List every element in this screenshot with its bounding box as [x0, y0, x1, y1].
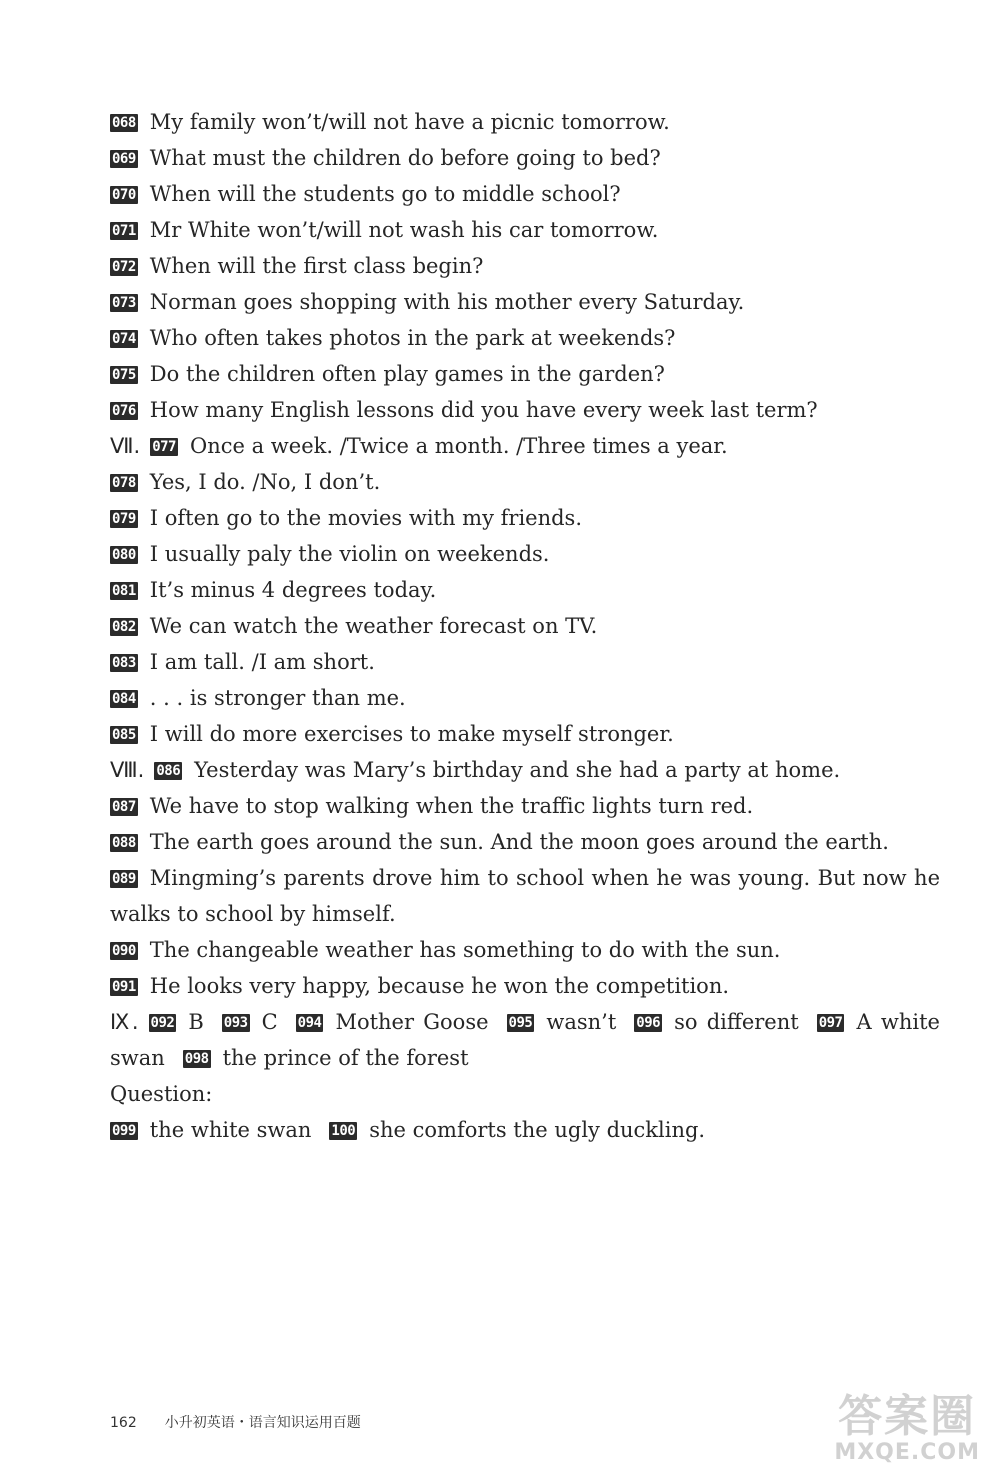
answer-text: wasn’t	[546, 1010, 617, 1034]
question-number-badge: 089	[112, 871, 136, 887]
answer-text: We can watch the weather forecast on TV.	[149, 614, 598, 638]
book-title: 小升初英语・语言知识运用百题	[164, 1415, 361, 1431]
question-number-badge: 068	[112, 115, 136, 131]
answer-line	[110, 140, 940, 176]
question-number-badge: 075	[112, 367, 136, 383]
question-number-badge: 095	[508, 1015, 533, 1031]
answer-text: A white swan	[110, 1010, 940, 1070]
answer-text: The earth goes around the sun. And the moon goes around the earth.	[149, 830, 889, 854]
answer-line	[110, 356, 940, 392]
answer-line	[110, 932, 940, 968]
answer-text: I usually paly the violin on weekends.	[149, 542, 550, 566]
question-number-badge: 071	[112, 223, 136, 239]
answer-line	[110, 536, 940, 572]
question-number-badge: 091	[112, 979, 136, 995]
answer-line	[110, 680, 940, 716]
question-number-badge: 073	[112, 295, 136, 311]
answer-text: How many English lessons did you have every week last term?	[149, 398, 818, 422]
answer-line	[110, 248, 940, 284]
question-number-badge: 087	[112, 799, 136, 815]
question-number-badge: 086	[156, 763, 181, 779]
section-roman-numeral: Ⅷ.	[110, 758, 145, 782]
answer-line	[110, 392, 940, 428]
answer-line	[110, 464, 940, 500]
answer-line	[110, 788, 940, 824]
answer-text: Yes, I do. /No, I don’t.	[149, 470, 381, 494]
answer-text: The changeable weather has something to do with the sun.	[149, 938, 781, 962]
answer-text: so different	[674, 1010, 799, 1034]
answer-line	[110, 824, 940, 860]
question-number-badge: 082	[112, 619, 136, 635]
question-number-badge: 078	[112, 475, 136, 491]
answer-text: He looks very happy, because he won the competition.	[149, 974, 730, 998]
answer-line	[110, 320, 940, 356]
answer-text: My family won’t/will not have a picnic tomorrow.	[149, 110, 670, 134]
question-answers	[110, 1112, 940, 1148]
answer-text: I will do more exercises to make myself stronger.	[149, 722, 674, 746]
question-number-badge: 074	[112, 331, 136, 347]
answer-text: When will the first class begin?	[149, 254, 484, 278]
answer-text: Mingming’s parents drove him to school when he was young. But now he walks to school by himself.	[110, 866, 940, 926]
answer-line	[110, 104, 940, 140]
question-number-badge: 079	[112, 511, 136, 527]
answer-text: Do the children often play games in the garden?	[149, 362, 665, 386]
answer-text: I often go to the movies with my friends.	[149, 506, 583, 530]
answer-text: When will the students go to middle school?	[149, 182, 621, 206]
question-number-badge: 083	[112, 655, 136, 671]
answer-line	[110, 644, 940, 680]
answer-line	[110, 860, 940, 932]
question-number-badge: 070	[112, 187, 136, 203]
watermark-url: MXQE.COM	[834, 1440, 980, 1465]
question-number-badge: 090	[112, 943, 136, 959]
question-number-badge: 081	[112, 583, 136, 599]
question-number-badge: 096	[636, 1015, 661, 1031]
page-footer	[110, 1412, 361, 1432]
answer-text: What must the children do before going to bed?	[149, 146, 661, 170]
answer-text: Once a week. /Twice a month. /Three times a year.	[189, 434, 728, 458]
answer-line	[110, 572, 940, 608]
question-number-badge: 088	[112, 835, 136, 851]
answer-text: Norman goes shopping with his mother every Saturday.	[149, 290, 745, 314]
answer-line	[110, 500, 940, 536]
answer-text: Mother Goose	[335, 1010, 489, 1034]
question-number-badge: 076	[112, 403, 136, 419]
page-number: 162	[110, 1415, 137, 1431]
answer-text: she comforts the ugly duckling.	[369, 1118, 706, 1142]
answer-text: Mr White won’t/will not wash his car tomorrow.	[149, 218, 659, 242]
answer-content	[110, 104, 940, 1148]
section-roman-numeral: Ⅶ.	[110, 434, 141, 458]
answer-text: I am tall. /I am short.	[149, 650, 375, 674]
answer-text: Who often takes photos in the park at weekends?	[149, 326, 676, 350]
answer-line	[110, 752, 940, 788]
answer-text: Yesterday was Mary’s birthday and she had a party at home.	[194, 758, 841, 782]
watermark	[834, 1391, 980, 1465]
answer-line	[110, 284, 940, 320]
question-number-badge: 072	[112, 259, 136, 275]
answer-line	[110, 428, 940, 464]
question-number-badge: 099	[112, 1123, 136, 1139]
question-number-badge: 085	[112, 727, 136, 743]
question-number-badge: 069	[112, 151, 136, 167]
question-number-badge: 077	[152, 439, 176, 455]
answer-text: C	[261, 1010, 278, 1034]
answer-text: We have to stop walking when the traffic lights turn red.	[149, 794, 754, 818]
answer-text: It’s minus 4 degrees today.	[149, 578, 437, 602]
question-number-badge: 092	[150, 1015, 175, 1031]
answer-text: the white swan	[149, 1118, 312, 1142]
question-number-badge: 094	[297, 1015, 322, 1031]
watermark-logo-text: 答案圈	[838, 1391, 977, 1442]
question-number-badge: 100	[331, 1123, 356, 1139]
question-number-badge: 084	[112, 691, 136, 707]
answer-text: the prince of the forest	[222, 1046, 469, 1070]
question-number-badge: 080	[112, 547, 136, 563]
section-roman-numeral: Ⅸ.	[110, 1010, 139, 1034]
section-ix-answers	[110, 1004, 940, 1076]
answer-text: . . . is stronger than me.	[149, 686, 406, 710]
answer-line	[110, 716, 940, 752]
question-label: Question:	[110, 1082, 213, 1106]
answer-line	[110, 176, 940, 212]
question-number-badge: 097	[818, 1015, 843, 1031]
question-number-badge: 093	[223, 1015, 248, 1031]
question-number-badge: 098	[184, 1051, 209, 1067]
answer-text: B	[188, 1010, 204, 1034]
answer-line	[110, 212, 940, 248]
answer-line	[110, 968, 940, 1004]
answer-line	[110, 608, 940, 644]
